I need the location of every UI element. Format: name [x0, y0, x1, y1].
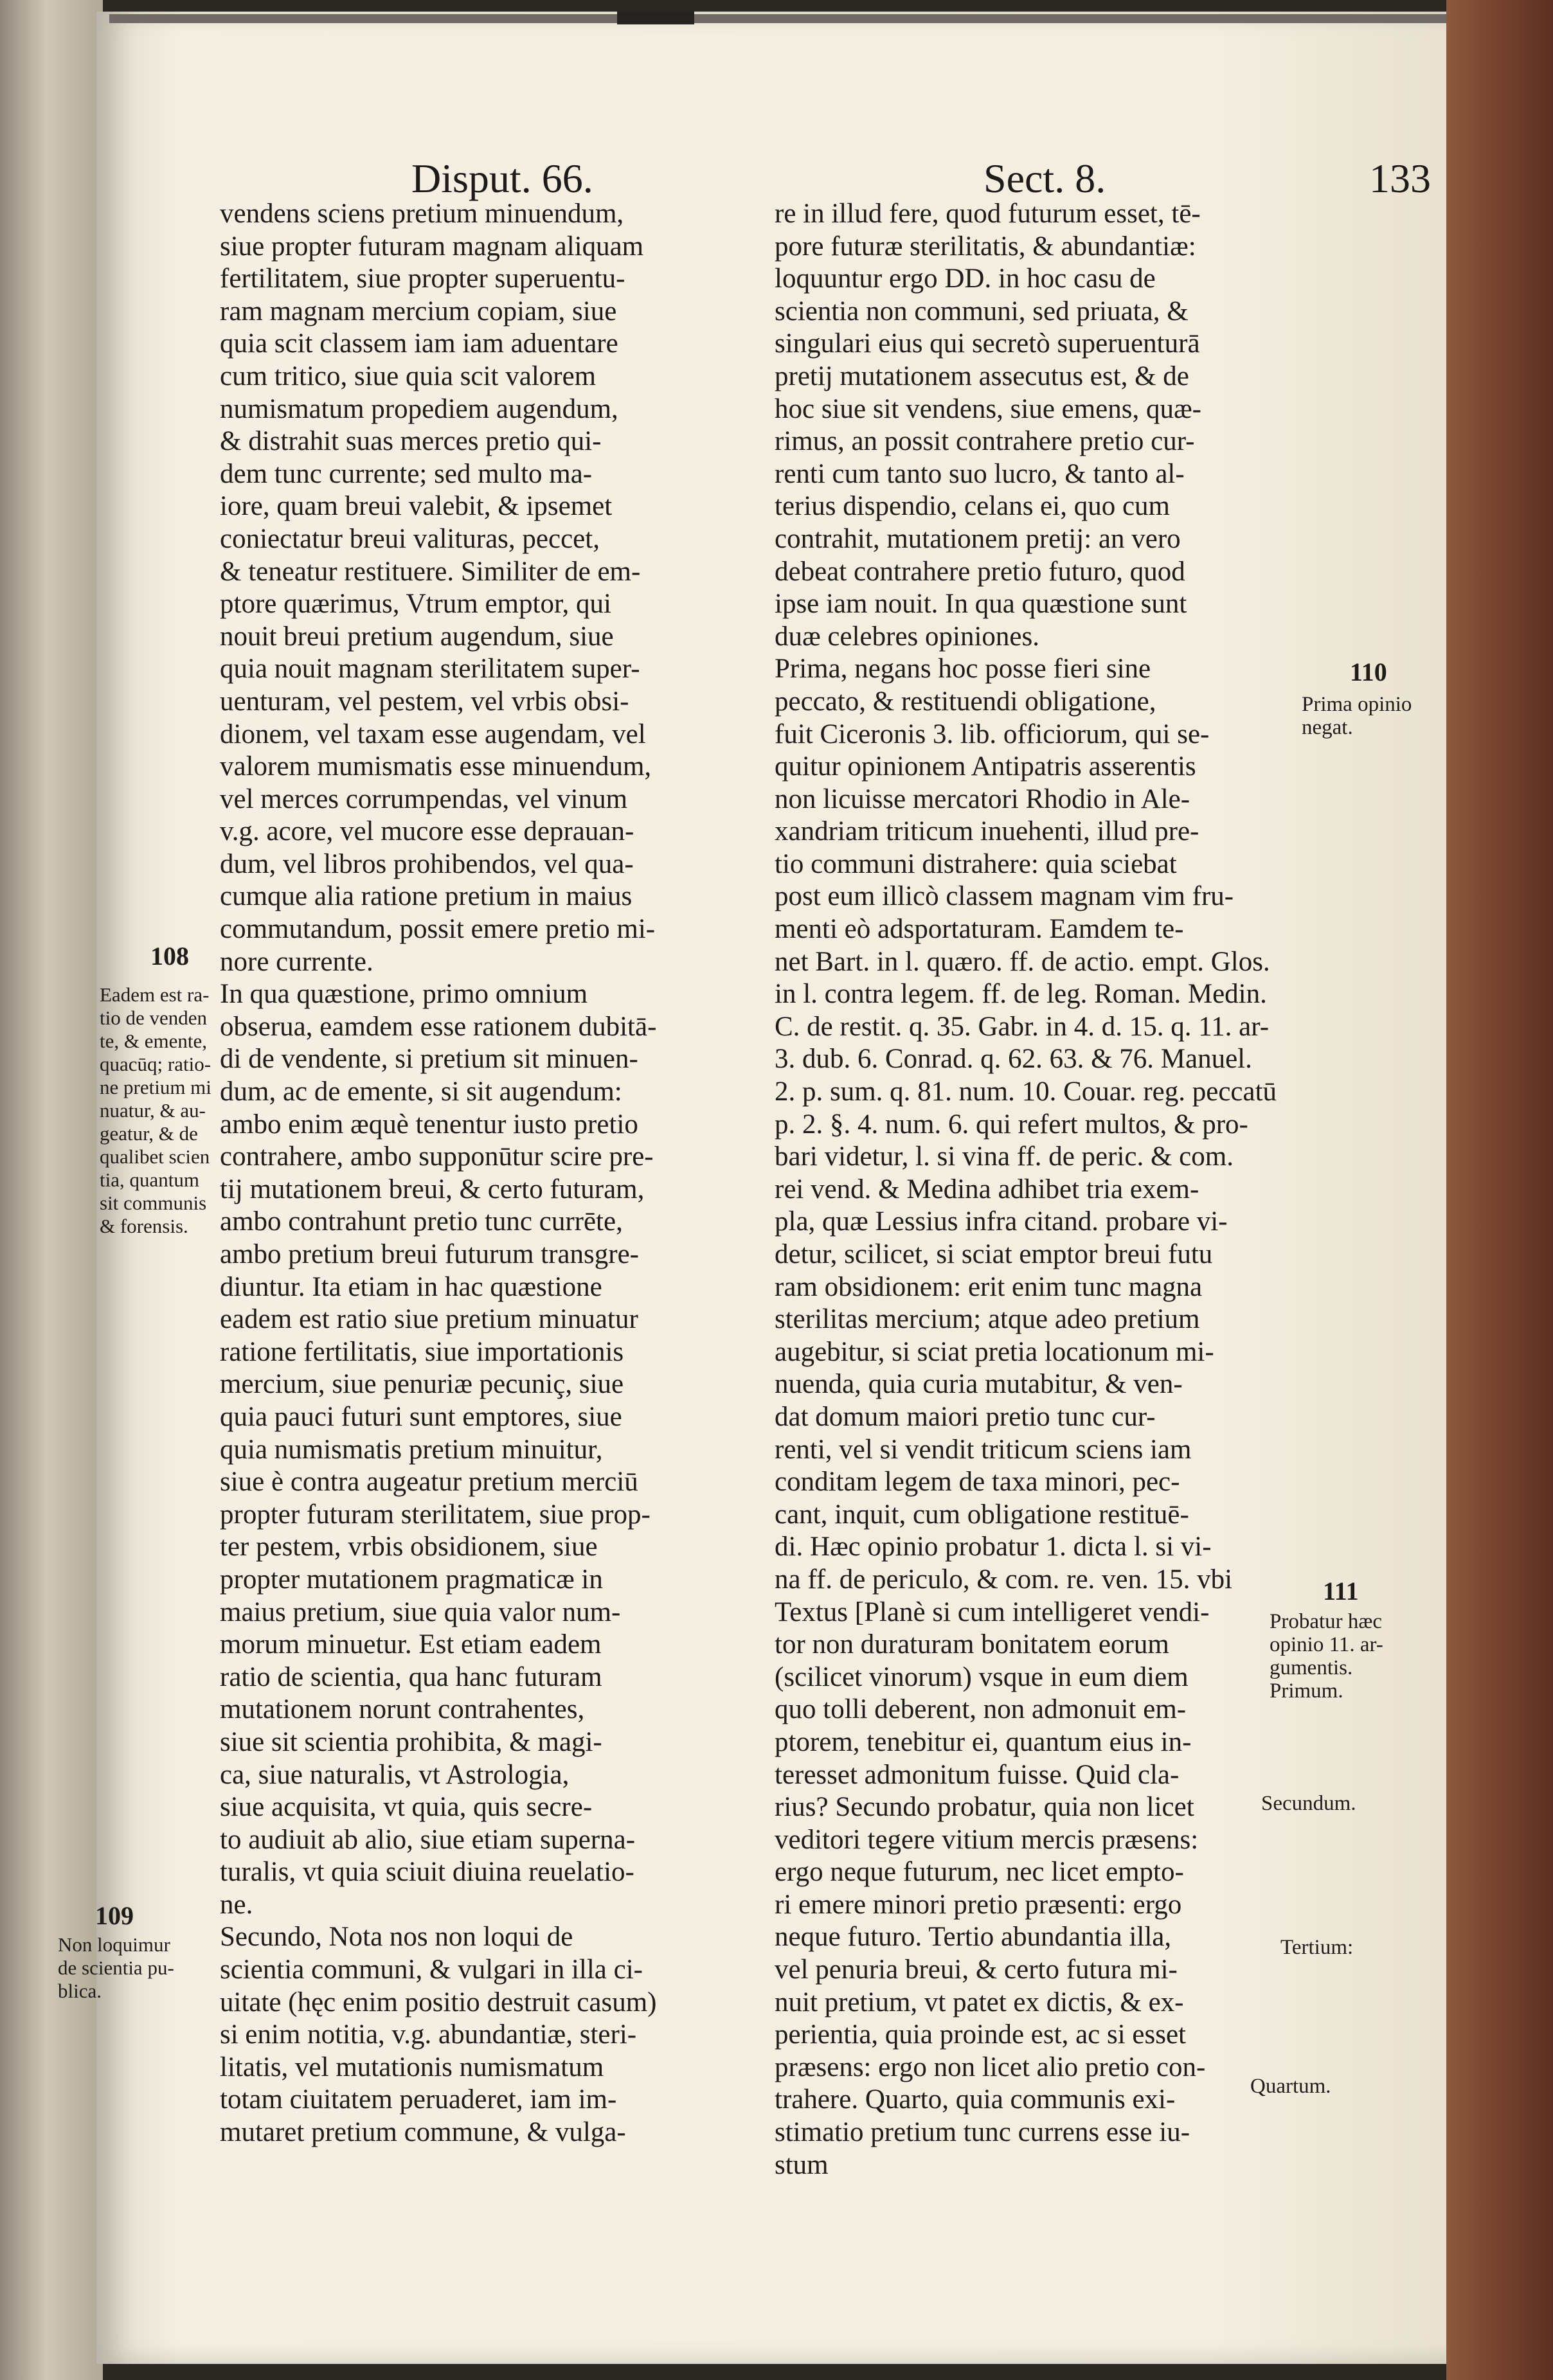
margin-number-111: 111 — [1323, 1577, 1359, 1606]
text-line: teresset admonitum fuisse. Quid cla- — [775, 1759, 1180, 1790]
text-line: vendens sciens pretium minuendum, — [220, 199, 624, 229]
text-line: re in illud fere, quod futurum esset, tē- — [775, 199, 1201, 229]
margin-note-110 — [1302, 693, 1412, 739]
margin-note-line: & forensis. — [100, 1215, 188, 1237]
margin-note-line: quacūq; ratio- — [100, 1053, 211, 1075]
text-line: di. Hæc opinio probatur 1. dicta l. si vi- — [775, 1532, 1212, 1562]
text-line: iore, quam breui valebit, & ipsemet — [220, 491, 613, 522]
text-line: in l. contra legem. ff. de leg. Roman. Medin. — [775, 979, 1267, 1010]
running-head-disputation: Disput. 66. — [411, 156, 593, 201]
text-line: contrahit, mutationem pretij: an vero — [775, 523, 1181, 554]
text-line: diuntur. Ita etiam in hac quæstione — [220, 1271, 602, 1302]
text-line: tio communi distrahere: quia sciebat — [775, 848, 1177, 879]
text-line: bari videtur, l. si vina ff. de peric. & com. — [775, 1141, 1234, 1172]
text-line: dem tunc currente; sed multo ma- — [220, 458, 593, 489]
text-line: ptore quærimus, Vtrum emptor, qui — [220, 589, 611, 620]
margin-note-line: nuatur, & au- — [100, 1099, 206, 1122]
text-line: fuit Ciceronis 3. lib. officiorum, qui se- — [775, 719, 1210, 749]
margin-note-line: Primum. — [1270, 1679, 1343, 1703]
text-line: scientia non communi, sed priuata, & — [775, 296, 1189, 327]
margin-note-line: blica. — [58, 1980, 102, 2002]
text-line: hoc siue sit vendens, siue emens, quæ- — [775, 393, 1202, 424]
text-line: (scilicet vinorum) vsque in eum diem — [775, 1661, 1189, 1692]
left-text-column — [220, 198, 760, 2149]
text-line: quo tolli deberent, non admonuit em- — [775, 1694, 1187, 1725]
text-line: ratio de scientia, qua hanc futuram — [220, 1661, 602, 1692]
text-line: ter pestem, vrbis obsidionem, siue — [220, 1532, 598, 1562]
text-line: valorem mumismatis esse minuendum, — [220, 751, 652, 782]
text-line: quia nouit magnam sterilitatem super- — [220, 654, 640, 684]
text-line: ipse iam nouit. In qua quæstione sunt — [775, 589, 1187, 620]
left-page-edge — [0, 0, 103, 2380]
text-line: pla, quæ Lessius infra citand. probare vi- — [775, 1206, 1228, 1237]
text-line: nouit breui pretium augendum, siue — [220, 621, 614, 652]
text-line: pretij mutationem assecutus est, & de — [775, 361, 1189, 391]
text-line: xandriam triticum inuehenti, illud pre- — [775, 816, 1199, 847]
text-line: scientia communi, & vulgari in illa ci- — [220, 1955, 643, 1985]
running-head-section: Sect. 8. — [983, 156, 1106, 201]
text-line: rius? Secundo probatur, quia non licet — [775, 1792, 1194, 1823]
margin-note-line: de scientia pu- — [58, 1956, 174, 1979]
text-line: ca, siue naturalis, vt Astrologia, — [220, 1759, 570, 1790]
text-line: mutaret pretium commune, & vulga- — [220, 2117, 626, 2148]
text-line: tij mutationem breui, & certo futuram, — [220, 1174, 645, 1204]
text-line: singulari eius qui secretò superuenturā — [775, 328, 1200, 359]
text-line: præsens: ergo non licet alio pretio con- — [775, 2052, 1206, 2082]
text-line: & teneatur restituere. Similiter de em- — [220, 556, 641, 587]
text-line: veditori tegere vitium mercis præsens: — [775, 1824, 1199, 1855]
text-line: terius dispendio, celans ei, quo cum — [775, 491, 1170, 522]
text-line: to audiuit ab alio, siue etiam superna- — [220, 1824, 636, 1855]
text-line: mercium, siue penuriæ pecuniç, siue — [220, 1369, 624, 1400]
text-line: dum, vel libros prohibendos, vel qua- — [220, 848, 634, 879]
margin-note-quartum: Quartum. — [1250, 2075, 1331, 2098]
margin-note-line: Eadem est ra- — [100, 983, 210, 1006]
text-line: ratione fertilitatis, siue importationis — [220, 1336, 624, 1367]
text-line: rimus, an possit contrahere pretio cur- — [775, 426, 1195, 457]
text-line: duæ celebres opiniones. — [775, 621, 1039, 652]
margin-note-secundum: Secundum. — [1261, 1792, 1356, 1815]
text-line: cum tritico, siue quia scit valorem — [220, 361, 597, 391]
text-line: turalis, vt quia sciuit diuina reuelatio- — [220, 1857, 634, 1888]
text-line: quia scit classem iam iam aduentare — [220, 328, 618, 359]
margin-note-line: gumentis. — [1270, 1656, 1353, 1679]
text-line: uitate (hęc enim positio destruit casum) — [220, 1987, 657, 2018]
text-line: loquuntur ergo DD. in hoc casu de — [775, 264, 1156, 294]
text-line: siue sit scientia prohibita, & magi- — [220, 1726, 602, 1757]
text-line: dionem, vel taxam esse augendam, vel — [220, 719, 646, 749]
text-line: nuit pretium, vt patet ex dictis, & ex- — [775, 1987, 1184, 2018]
text-line: si enim notitia, v.g. abundantiæ, steri- — [220, 2019, 637, 2050]
text-line: net Bart. in l. quæro. ff. de actio. empt. Glos. — [775, 946, 1270, 977]
text-line: propter mutationem pragmaticæ in — [220, 1564, 603, 1595]
text-line: ptorem, tenebitur ei, quantum eius in- — [775, 1726, 1192, 1757]
text-line: ri emere minori pretio præsenti: ergo — [775, 1889, 1182, 1920]
margin-note-line: negat. — [1302, 716, 1353, 739]
text-line: 2. p. sum. q. 81. num. 10. Couar. reg. peccatū — [775, 1077, 1277, 1107]
margin-note-line: Probatur hæc — [1270, 1610, 1383, 1633]
text-line: non licuisse mercatori Rhodio in Ale- — [775, 783, 1190, 814]
text-line: augebitur, si sciat pretia locationum mi- — [775, 1336, 1214, 1367]
text-line: quia pauci futuri sunt emptores, siue — [220, 1401, 622, 1432]
margin-note-line: tia, quantum — [100, 1168, 199, 1191]
text-line: nore currente. — [220, 946, 373, 977]
top-shadow-rule — [109, 14, 1446, 23]
text-line: trahere. Quarto, quia communis exi- — [775, 2084, 1176, 2115]
text-line: ergo neque futurum, nec licet empto- — [775, 1857, 1184, 1888]
text-line: detur, scilicet, si sciat emptor breui futu — [775, 1239, 1213, 1269]
right-text-column — [775, 198, 1289, 2181]
margin-note-109 — [58, 1933, 174, 2003]
text-line: peccato, & restituendi obligatione, — [775, 686, 1156, 717]
margin-number-109: 109 — [95, 1901, 134, 1930]
text-line: mutationem norunt contrahentes, — [220, 1694, 585, 1725]
text-line: perientia, quia proinde est, ac si esset — [775, 2019, 1187, 2050]
text-line: siue propter futuram magnam aliquam — [220, 231, 644, 262]
text-line: debeat contrahere pretio futuro, quod — [775, 556, 1185, 587]
text-line: totam ciuitatem peruaderet, iam im- — [220, 2084, 617, 2115]
text-line: 3. dub. 6. Conrad. q. 62. 63. & 76. Manuel. — [775, 1044, 1252, 1075]
text-line: morum minuetur. Est etiam eadem — [220, 1629, 602, 1660]
text-line: quitur opinionem Antipatris asserentis — [775, 751, 1196, 782]
text-line: Textus [Planè si cum intelligeret vendi- — [775, 1597, 1210, 1627]
margin-note-line: tio de venden — [100, 1007, 208, 1029]
text-line: vel penuria breui, & certo futura mi- — [775, 1955, 1178, 1985]
text-line: vel merces corrumpendas, vel vinum — [220, 783, 628, 814]
text-line: litatis, vel mutationis numismatum — [220, 2052, 604, 2082]
text-line: stum — [775, 2149, 829, 2180]
top-shadow-notch — [617, 12, 694, 24]
text-line: dum, ac de emente, si sit augendum: — [220, 1077, 622, 1107]
margin-note-111 — [1270, 1610, 1383, 1703]
text-line: obserua, eamdem esse rationem dubitā- — [220, 1011, 657, 1042]
text-line: stimatio pretium tunc currens esse iu- — [775, 2117, 1190, 2148]
margin-note-line: Non loquimur — [58, 1933, 170, 1956]
text-line: ambo contrahunt pretio tunc currēte, — [220, 1206, 623, 1237]
margin-note-line: te, & emente, — [100, 1030, 207, 1052]
margin-note-line: Prima opinio — [1302, 693, 1412, 716]
text-line: pore futuræ sterilitatis, & abundantiæ: — [775, 231, 1196, 262]
margin-note-line: sit communis — [100, 1192, 207, 1214]
text-line: C. de restit. q. 35. Gabr. in 4. d. 15. q. 11. ar- — [775, 1011, 1270, 1042]
margin-note-line: opinio 11. ar- — [1270, 1633, 1383, 1656]
text-line: uenturam, vel pestem, vel vrbis obsi- — [220, 686, 629, 717]
text-line: Secundo, Nota nos non loqui de — [220, 1922, 573, 1953]
text-line: fertilitatem, siue propter superuentu- — [220, 264, 625, 294]
text-line: ram magnam mercium copiam, siue — [220, 296, 617, 327]
text-line: maius pretium, siue quia valor num- — [220, 1597, 621, 1627]
text-line: sterilitas mercium; atque adeo pretium — [775, 1304, 1200, 1335]
text-line: dat domum maiori pretio tunc cur- — [775, 1401, 1156, 1432]
margin-number-108: 108 — [150, 942, 189, 971]
margin-note-line: geatur, & de — [100, 1122, 198, 1145]
text-line: contrahere, ambo supponūtur scire pre- — [220, 1141, 654, 1172]
text-line: conditam legem de taxa minori, pec- — [775, 1467, 1180, 1498]
margin-note-108 — [100, 983, 211, 1238]
text-line: ambo pretium breui futurum transgre- — [220, 1239, 639, 1269]
text-line: In qua quæstione, primo omnium — [220, 979, 588, 1010]
text-line: & distrahit suas merces pretio qui- — [220, 426, 602, 457]
text-line: ambo enim æquè tenentur iusto pretio — [220, 1109, 638, 1140]
text-line: post eum illicò classem magnam vim fru- — [775, 881, 1234, 912]
text-line: rei vend. & Medina adhibet tria exem- — [775, 1174, 1199, 1204]
text-line: propter futuram sterilitatem, siue prop- — [220, 1499, 651, 1530]
text-line: nuenda, quia curia mutabitur, & ven- — [775, 1369, 1183, 1400]
text-line: commutandum, possit emere pretio mi- — [220, 914, 656, 945]
text-line: ne. — [220, 1889, 253, 1920]
margin-note-tertium: Tertium: — [1280, 1936, 1354, 1959]
text-line: renti, vel si vendit triticum sciens iam — [775, 1434, 1192, 1465]
text-line: di de vendente, si pretium sit minuen- — [220, 1044, 638, 1075]
text-line: na ff. de periculo, & com. re. ven. 15. vbi — [775, 1564, 1233, 1595]
text-line: siue acquisita, vt quia, quis secre- — [220, 1792, 593, 1823]
margin-note-line: qualibet scien — [100, 1145, 210, 1168]
text-line: numismatum propediem augendum, — [220, 393, 618, 424]
text-line: eadem est ratio siue pretium minuatur — [220, 1304, 638, 1335]
text-line: Prima, negans hoc posse fieri sine — [775, 654, 1151, 684]
margin-number-110: 110 — [1350, 658, 1387, 686]
text-line: cumque alia ratione pretium in maius — [220, 881, 633, 912]
page-number: 133 — [1369, 156, 1431, 201]
text-line: menti eò adsportaturam. Eamdem te- — [775, 914, 1184, 945]
text-line: siue è contra augeatur pretium merciū — [220, 1467, 638, 1498]
text-line: tor non duraturam bonitatem eorum — [775, 1629, 1169, 1660]
text-line: neque futuro. Tertio abundantia illa, — [775, 1922, 1172, 1953]
right-book-edge — [1446, 0, 1553, 2380]
text-line: coniectatur breui valituras, peccet, — [220, 523, 600, 554]
text-line: cant, inquit, cum obligatione restituē- — [775, 1499, 1189, 1530]
text-line: renti cum tanto suo lucro, & tanto al- — [775, 458, 1185, 489]
text-line: ram obsidionem: erit enim tunc magna — [775, 1271, 1203, 1302]
text-line: quia numismatis pretium minuitur, — [220, 1434, 603, 1465]
text-line: p. 2. §. 4. num. 6. qui refert multos, & pro- — [775, 1109, 1248, 1140]
text-line: v.g. acore, vel mucore esse deprauan- — [220, 816, 634, 847]
margin-note-line: ne pretium mi — [100, 1076, 211, 1098]
